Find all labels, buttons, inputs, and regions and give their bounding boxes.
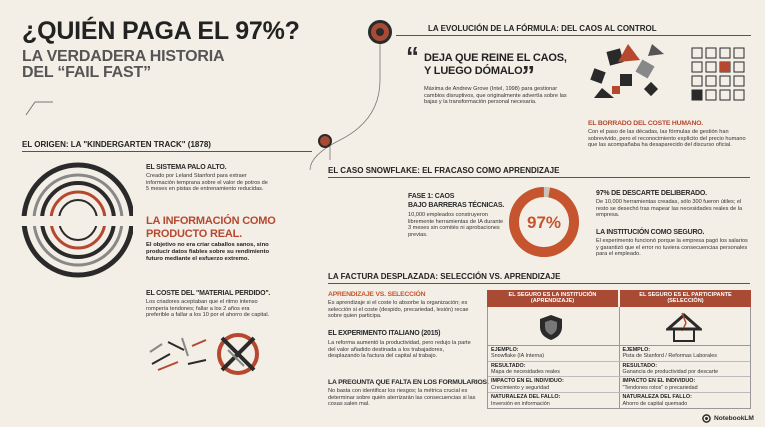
quote-line2: Y LUEGO DÓMALO. bbox=[424, 65, 526, 77]
comparison-cell bbox=[620, 362, 751, 377]
page-subtitle-line2: DEL “FAIL FAST” bbox=[22, 64, 151, 81]
origin-section-title: EL ORIGEN: LA "KINDERGARTEN TRACK" (1878) bbox=[22, 140, 211, 149]
question-title: LA PREGUNTA QUE FALTA EN LOS FORMULARIOS. bbox=[328, 379, 489, 386]
col2-header: EL SEGURO ES EL PARTICIPANTE (SELECCIÓN) bbox=[620, 290, 751, 307]
question-text: No basta con identificar los riesgos; la métrica crucial es determinar sobre quién aterrizarán las consecuencias si las cosas salen mal. bbox=[328, 388, 476, 408]
italy-title: EL EXPERIMENTO ITALIANO (2015) bbox=[328, 330, 441, 337]
notebook-icon bbox=[702, 414, 711, 423]
target-circle-icon bbox=[368, 20, 392, 44]
discard-text: De 10,000 herramientas creadas, sólo 300 fueron útiles; el resto se desechó tras mapear las necesidades reales de la empresa. bbox=[596, 199, 743, 219]
comparison-row-label: NATURALEZA DEL FALLO: bbox=[491, 394, 561, 401]
quote-close-icon: ” bbox=[522, 60, 535, 90]
comparison-cell bbox=[620, 346, 751, 361]
comparison-cell bbox=[488, 362, 620, 377]
comparison-row-label: RESULTADO: bbox=[622, 362, 658, 369]
comparison-row-value: Mapa de necesidades reales bbox=[491, 369, 560, 376]
product-title-line1: LA INFORMACIÓN COMO bbox=[146, 215, 276, 227]
selection-section-title: LA FACTURA DESPLAZADA: SELECCIÓN VS. APRENDIZAJE bbox=[328, 272, 561, 281]
comparison-row-value: "Tendones rotos" o precariedad bbox=[622, 384, 698, 391]
comparison-row-value: Ahorro de capital quemado bbox=[622, 400, 688, 407]
timeline-node-icon bbox=[318, 134, 332, 148]
comparison-row bbox=[488, 392, 750, 408]
product-title-line2: PRODUCTO REAL. bbox=[146, 228, 243, 240]
product-text: El objetivo no era criar caballos sanos, sino producir datos fiables sobre su rendimiento futuro mediante el esfuerzo extremo. bbox=[146, 242, 270, 262]
chaos-shapes-illustration bbox=[588, 40, 666, 102]
discard-donut-chart bbox=[506, 184, 582, 260]
phase-title-line2: BAJO BARRERAS TÉCNICAS. bbox=[408, 202, 505, 209]
comparison-cell bbox=[488, 377, 620, 392]
race-track-illustration bbox=[18, 160, 133, 280]
page-subtitle-line1: LA VERDADERA HISTORIA bbox=[22, 48, 225, 65]
comparison-cell bbox=[620, 377, 751, 392]
phase-title-line1: FASE 1: CAOS bbox=[408, 193, 455, 200]
shield-icon bbox=[538, 313, 564, 341]
safe-title: LA INSTITUCIÓN COMO SEGURO. bbox=[596, 229, 705, 236]
comparison-row-value: Crecimiento y seguridad bbox=[491, 384, 550, 391]
comparison-cell bbox=[488, 393, 620, 408]
broken-roof-icon bbox=[666, 311, 702, 343]
quote-open-icon: “ bbox=[406, 41, 419, 71]
comparison-row-value: Pista de Stanford / Reformas Laborales bbox=[622, 353, 717, 360]
comparison-cell bbox=[488, 346, 620, 361]
page-title: ¿QUIÉN PAGA EL 97%? bbox=[22, 17, 300, 45]
comparison-rows bbox=[487, 346, 751, 409]
comparison-row-label: RESULTADO: bbox=[491, 362, 526, 369]
system-title: EL SISTEMA PALO ALTO. bbox=[146, 164, 227, 171]
brand-name: NotebookLM bbox=[714, 415, 754, 422]
cost-title: EL COSTE DEL "MATERIAL PERDIDO". bbox=[146, 290, 271, 297]
safe-text: El experimento funcionó porque la empresa pagó los salarios y garantizó que el error no tuviera consecuencias personales para el empleado. bbox=[596, 238, 748, 258]
comparison-cell bbox=[620, 393, 751, 408]
discard-title: 97% DE DESCARTE DELIBERADO. bbox=[596, 190, 707, 197]
erase-cost-text: Con el paso de las décadas, las fórmulas de gestión han sobrevivido, pero el reconocimiento explícito del precio humano que las acompañaba ha desaparecido del discurso oficial. bbox=[588, 129, 746, 149]
erase-cost-title: EL BORRADO DEL COSTE HUMANO. bbox=[588, 120, 703, 127]
phase-text: 10,000 empleados construyeron libremente herramientas de IA durante 3 meses sin comités ni aprobaciones previas. bbox=[408, 212, 504, 238]
comparison-row-value: Snowflake (IA Interna) bbox=[491, 353, 545, 360]
comparison-row-value: Inversión en información bbox=[491, 400, 550, 407]
comparison-row bbox=[488, 376, 750, 392]
comparison-row bbox=[488, 361, 750, 377]
comparison-row-label: EJEMPLO: bbox=[622, 346, 651, 353]
col1-header: EL SEGURO ES LA INSTITUCIÓN (APRENDIZAJE) bbox=[487, 290, 618, 307]
evolution-section-title: LA EVOLUCIÓN DE LA FÓRMULA: DEL CAOS AL CONTROL bbox=[428, 24, 657, 33]
cost-text: Los criadores aceptaban que el ritmo intenso rompería tendones; fallar a los 2 años era preferible a fallar a los 10 por el ahorro de capital. bbox=[146, 299, 270, 319]
comparison-row-label: IMPACTO EN EL INDIVIDUO: bbox=[622, 378, 696, 385]
learn-text: Es aprendizaje si el coste lo absorbe la organización; es selección si el coste (despido, precariedad, lesión) recae sobre quien participa. bbox=[328, 300, 469, 320]
learn-title: APRENDIZAJE VS. SELECCIÓN bbox=[328, 291, 426, 298]
comparison-row-label: EJEMPLO: bbox=[491, 346, 519, 353]
donut-label: 97% bbox=[526, 213, 562, 232]
comparison-row bbox=[488, 346, 750, 361]
order-grid-illustration bbox=[690, 46, 750, 102]
quote-note: Máxima de Andrew Grove (Intel, 1998) para gestionar cambios disruptivos, que originalmente advertía sobre las bajas y la transformación personal necesaria. bbox=[424, 86, 567, 106]
crossed-circle-icon bbox=[214, 330, 262, 378]
system-text: Creado por Leland Stanford para extraer información temprana sobre el valor de potros de 5 meses en pistas de entrenamiento reducidas. bbox=[146, 173, 268, 193]
brand-logo bbox=[702, 414, 754, 423]
comparison-row-label: IMPACTO EN EL INDIVIDUO: bbox=[491, 378, 564, 385]
comparison-row-label: NATURALEZA DEL FALLO: bbox=[622, 394, 692, 401]
comparison-row-value: Ganancia de productividad por descarte bbox=[622, 369, 719, 376]
snowflake-section-title: EL CASO SNOWFLAKE: EL FRACASO COMO APRENDIZAJE bbox=[328, 166, 560, 175]
italy-text: La reforma aumentó la productividad, pero redujo la parte del valor añadido destinada a los trabajadores, desplazando la factura del capital al trabajo. bbox=[328, 340, 471, 360]
comparison-table bbox=[487, 290, 751, 409]
quote-line1: DEJA QUE REINE EL CAOS, bbox=[424, 52, 567, 64]
scattered-lines-illustration bbox=[148, 334, 210, 374]
